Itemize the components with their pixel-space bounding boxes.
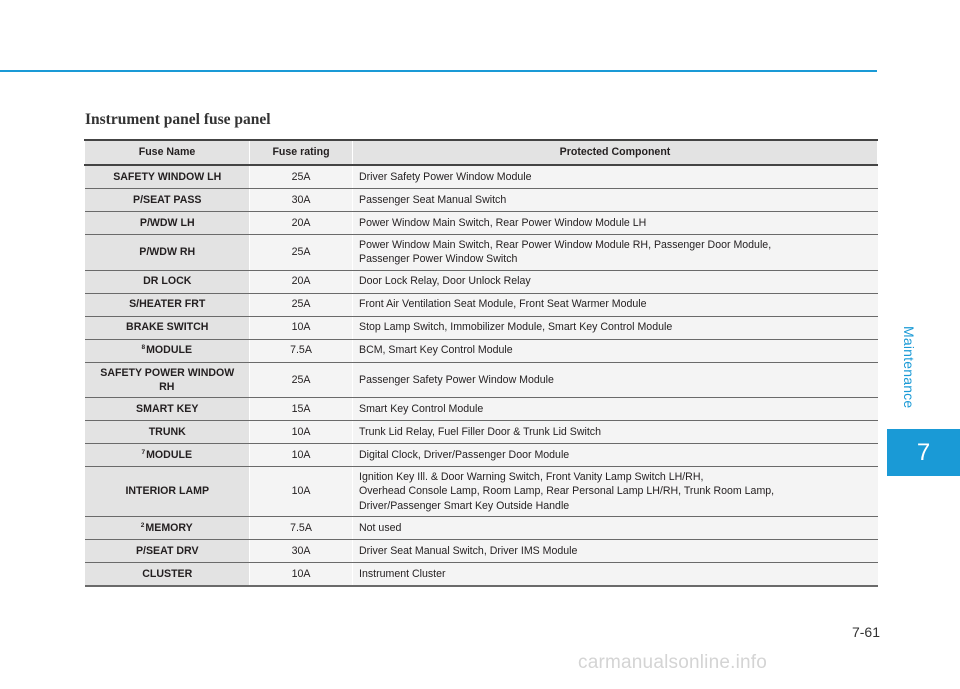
protected-component: Digital Clock, Driver/Passenger Door Module — [353, 444, 878, 467]
fuse-rating: 25A — [250, 235, 353, 271]
page-number: 7-61 — [851, 624, 880, 640]
fuse-name-cell — [85, 270, 250, 293]
fuse-name-cell — [85, 398, 250, 421]
fuse-name: P/SEAT PASS — [133, 193, 202, 206]
fuse-rating: 7.5A — [250, 339, 353, 362]
protected-component: Ignition Key Ill. & Door Warning Switch, Front Vanity Lamp Switch LH/RH, Overhead Console Lamp, Room Lamp, Rear Personal Lamp LH/RH, Trunk Room Lamp, Driver/Passenger Smart Key Outside Handle — [353, 467, 878, 517]
fuse-name: SAFETY POWER WINDOW RH — [100, 366, 235, 393]
table-row — [85, 212, 878, 235]
fuse-name-cell — [85, 563, 250, 587]
fuse-rating: 15A — [250, 398, 353, 421]
fuse-name-cell — [85, 517, 250, 540]
header-protected-component: Protected Component — [353, 140, 878, 165]
fuse-rating: 10A — [250, 444, 353, 467]
protected-component: Front Air Ventilation Seat Module, Front Seat Warmer Module — [353, 293, 878, 316]
table-row — [85, 398, 878, 421]
table-row — [85, 339, 878, 362]
fuse-name: MODULE — [146, 449, 193, 462]
protected-component: Power Window Main Switch, Rear Power Window Module LH — [353, 212, 878, 235]
table-row — [85, 165, 878, 189]
fuse-name: MEMORY — [145, 521, 193, 534]
fuse-rating: 20A — [250, 212, 353, 235]
table-row — [85, 540, 878, 563]
fuse-name: TRUNK — [148, 426, 186, 439]
side-label-text: Maintenance — [901, 326, 917, 409]
table-row — [85, 517, 878, 540]
fuse-name-cell — [85, 212, 250, 235]
fuse-rating: 30A — [250, 540, 353, 563]
table-row — [85, 421, 878, 444]
fuse-name: MODULE — [146, 344, 193, 357]
watermark: carmanualsonline.info — [578, 652, 768, 673]
table-header-row — [85, 140, 878, 165]
fuse-name: INTERIOR LAMP — [125, 485, 210, 498]
protected-component: Power Window Main Switch, Rear Power Window Module RH, Passenger Door Module, Passenger Power Window Switch — [353, 235, 878, 271]
fuse-name: P/SEAT DRV — [135, 544, 199, 557]
fuse-name-cell — [85, 235, 250, 271]
protected-component: Trunk Lid Relay, Fuel Filler Door & Trunk Lid Switch — [353, 421, 878, 444]
fuse-rating: 30A — [250, 189, 353, 212]
table-row — [85, 563, 878, 587]
protected-component: Instrument Cluster — [353, 563, 878, 587]
table-row — [85, 293, 878, 316]
table-row — [85, 467, 878, 517]
protected-component: Passenger Seat Manual Switch — [353, 189, 878, 212]
fuse-rating: 10A — [250, 421, 353, 444]
fuse-name-superscript: 8 — [141, 344, 146, 352]
table-body — [85, 165, 878, 586]
header-fuse-name: Fuse Name — [85, 140, 250, 165]
protected-component: Stop Lamp Switch, Immobilizer Module, Smart Key Control Module — [353, 316, 878, 339]
fuse-name: S/HEATER FRT — [129, 298, 206, 311]
table-row — [85, 189, 878, 212]
protected-component: Driver Seat Manual Switch, Driver IMS Module — [353, 540, 878, 563]
fuse-name-cell — [85, 339, 250, 362]
chapter-number: 7 — [916, 438, 931, 466]
fuse-name-superscript: 2 — [140, 521, 145, 529]
protected-component: Not used — [353, 517, 878, 540]
fuse-name: SAFETY WINDOW LH — [113, 170, 222, 183]
protected-component: Smart Key Control Module — [353, 398, 878, 421]
fuse-name-cell — [85, 293, 250, 316]
table-row — [85, 444, 878, 467]
fuse-table — [84, 139, 878, 587]
fuse-name: P/WDW RH — [139, 246, 196, 259]
fuse-rating: 20A — [250, 270, 353, 293]
fuse-rating: 25A — [250, 293, 353, 316]
fuse-name-cell — [85, 165, 250, 189]
fuse-rating: 7.5A — [250, 517, 353, 540]
fuse-name: P/WDW LH — [139, 216, 195, 229]
fuse-name: DR LOCK — [143, 275, 192, 288]
top-divider — [0, 70, 877, 72]
fuse-name-cell — [85, 444, 250, 467]
chapter-side-label — [896, 300, 922, 435]
fuse-name-cell — [85, 540, 250, 563]
protected-component: Door Lock Relay, Door Unlock Relay — [353, 270, 878, 293]
table-row — [85, 235, 878, 271]
table-row — [85, 316, 878, 339]
fuse-rating: 10A — [250, 563, 353, 587]
fuse-name-cell — [85, 362, 250, 398]
table-row — [85, 270, 878, 293]
fuse-name-cell — [85, 316, 250, 339]
header-fuse-rating: Fuse rating — [250, 140, 353, 165]
fuse-name-cell — [85, 189, 250, 212]
fuse-name-superscript: 7 — [141, 449, 146, 457]
table-row — [85, 362, 878, 398]
fuse-rating: 25A — [250, 362, 353, 398]
fuse-rating: 10A — [250, 467, 353, 517]
fuse-name: BRAKE SWITCH — [126, 321, 209, 334]
fuse-name: SMART KEY — [136, 403, 199, 416]
fuse-rating: 10A — [250, 316, 353, 339]
protected-component: Passenger Safety Power Window Module — [353, 362, 878, 398]
protected-component: Driver Safety Power Window Module — [353, 165, 878, 189]
fuse-rating: 25A — [250, 165, 353, 189]
fuse-name-cell — [85, 467, 250, 517]
protected-component: BCM, Smart Key Control Module — [353, 339, 878, 362]
fuse-name-cell — [85, 421, 250, 444]
fuse-name: CLUSTER — [142, 567, 193, 580]
section-title: Instrument panel fuse panel — [85, 111, 271, 128]
chapter-tab — [887, 429, 960, 476]
